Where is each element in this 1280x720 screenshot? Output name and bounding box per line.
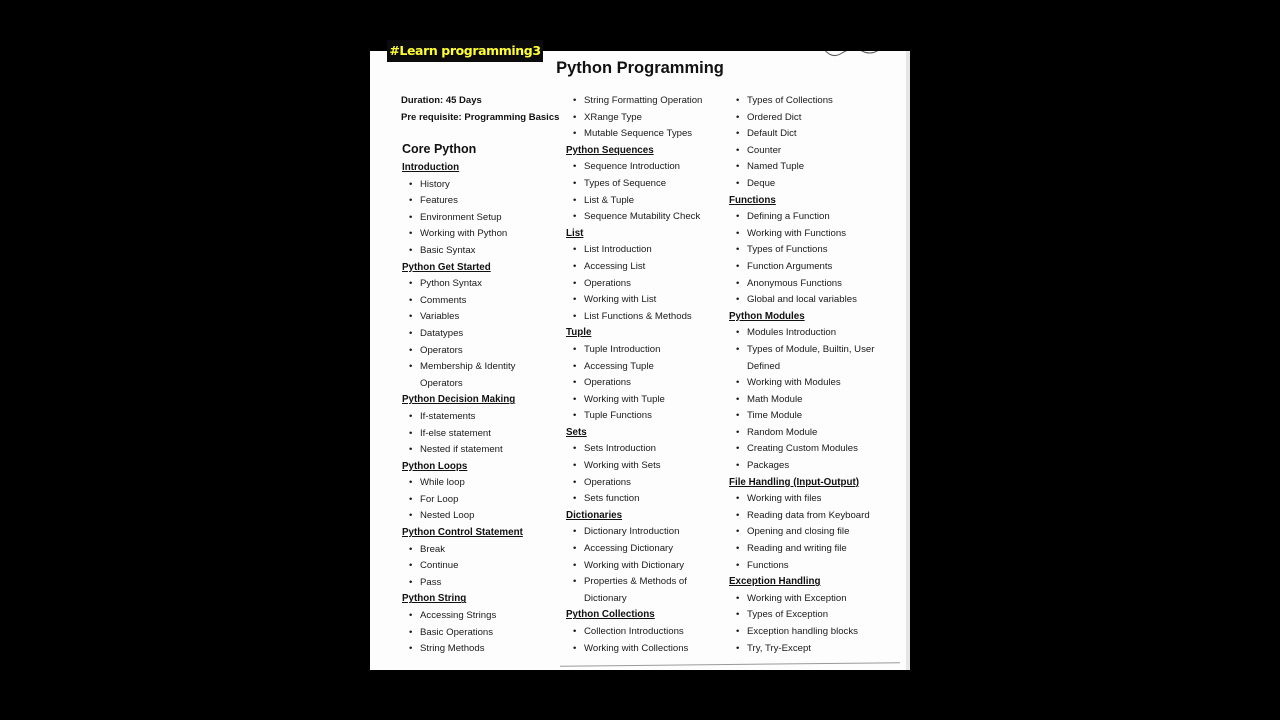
list-item: • Math Module: [729, 392, 904, 409]
handwritten-scribble: [822, 51, 882, 59]
list-item: • Accessing Dictionary: [566, 541, 726, 558]
list-item: • Random Module: [729, 425, 904, 442]
list-item: • Basic Operations: [402, 625, 562, 642]
list-item: • String Formatting Operation: [566, 93, 726, 110]
list-item: • Working with files: [729, 491, 904, 508]
syllabus-column-3: [729, 93, 904, 657]
list-item: • Types of Sequence: [566, 176, 726, 193]
page-title: Python Programming: [556, 59, 724, 77]
section-heading: Python Collections: [566, 609, 655, 621]
list-item: • Time Module: [729, 408, 904, 425]
list-item: • Modules Introduction: [729, 325, 904, 342]
list-item: • Types of Exception: [729, 607, 904, 624]
section-heading: Python Get Started: [402, 261, 491, 273]
section-heading: Python Control Statement: [402, 527, 523, 539]
list-item: • Packages: [729, 458, 904, 475]
list-item: • Membership & Identity: [402, 359, 562, 376]
list-item: • Working with Tuple: [566, 392, 726, 409]
list-item: • Deque: [729, 176, 904, 193]
prerequisite-text: Pre requisite: Programming Basics: [401, 112, 560, 123]
list-item-continuation: Defined: [747, 360, 781, 372]
list-item: • Break: [402, 542, 562, 559]
list-item: • Comments: [402, 293, 562, 310]
list-item: • Working with Sets: [566, 458, 726, 475]
list-item: • Continue: [402, 558, 562, 575]
list-item: • Basic Syntax: [402, 243, 562, 260]
section-heading: Python Loops: [402, 460, 468, 472]
list-item: • Defining a Function: [729, 209, 904, 226]
list-item: • Working with Modules: [729, 375, 904, 392]
list-item: • Types of Collections: [729, 93, 904, 110]
list-item: • Functions: [729, 558, 904, 575]
list-item: • Try, Try-Except: [729, 641, 904, 658]
list-item: • Operations: [566, 375, 726, 392]
list-item: • Working with Collections: [566, 641, 726, 658]
section-heading: Exception Handling: [729, 576, 821, 588]
section-heading: Functions: [729, 194, 776, 206]
list-item: • Sequence Introduction: [566, 159, 726, 176]
list-item: • List Introduction: [566, 242, 726, 259]
list-item: • Reading data from Keyboard: [729, 508, 904, 525]
list-item: • Sets Introduction: [566, 441, 726, 458]
list-item: • Python Syntax: [402, 276, 562, 293]
list-item: • For Loop: [402, 492, 562, 509]
section-heading: List: [566, 227, 584, 239]
list-item: • Datatypes: [402, 326, 562, 343]
duration-text: Duration: 45 Days: [401, 95, 482, 106]
list-item: • Sets function: [566, 491, 726, 508]
list-item: • Dictionary Introduction: [566, 524, 726, 541]
section-heading: Python Decision Making: [402, 394, 516, 406]
list-item: • Operators: [402, 343, 562, 360]
list-item: • Variables: [402, 309, 562, 326]
list-item: • If-statements: [402, 409, 562, 426]
list-item: • Named Tuple: [729, 159, 904, 176]
list-item: • Accessing Tuple: [566, 359, 726, 376]
list-item: • Ordered Dict: [729, 110, 904, 127]
list-item: • Tuple Introduction: [566, 342, 726, 359]
list-item: • Anonymous Functions: [729, 276, 904, 293]
list-item: • Working with Dictionary: [566, 558, 726, 575]
list-item: • Reading and writing file: [729, 541, 904, 558]
list-item: • Sequence Mutability Check: [566, 209, 726, 226]
list-item: • Tuple Functions: [566, 408, 726, 425]
list-item: • Global and local variables: [729, 292, 904, 309]
list-item: • While loop: [402, 475, 562, 492]
list-item: • Function Arguments: [729, 259, 904, 276]
list-item: • Types of Module, Builtin, User: [729, 342, 904, 359]
list-item: • Environment Setup: [402, 210, 562, 227]
list-item: • History: [402, 177, 562, 194]
list-item: • Working with List: [566, 292, 726, 309]
list-item: • If-else statement: [402, 426, 562, 443]
list-item: • Operations: [566, 475, 726, 492]
section-heading: Tuple: [566, 327, 592, 339]
channel-tag: #Learn programming3: [387, 40, 543, 62]
list-item: • XRange Type: [566, 110, 726, 127]
section-heading: Python Modules: [729, 310, 805, 322]
list-item: • Pass: [402, 575, 562, 592]
section-heading: File Handling (Input-Output): [729, 476, 860, 488]
list-item: • Operations: [566, 276, 726, 293]
list-item: • Opening and closing file: [729, 524, 904, 541]
list-item: • Default Dict: [729, 126, 904, 143]
list-item: • Features: [402, 193, 562, 210]
list-item: • Nested Loop: [402, 508, 562, 525]
list-item: • Nested if statement: [402, 442, 562, 459]
section-heading: Python String: [402, 593, 467, 605]
list-item: • Accessing List: [566, 259, 726, 276]
syllabus-page: [370, 51, 910, 670]
list-item: • Mutable Sequence Types: [566, 126, 726, 143]
list-item: • Collection Introductions: [566, 624, 726, 641]
list-item: • Exception handling blocks: [729, 624, 904, 641]
list-item: • Types of Functions: [729, 242, 904, 259]
page-edge: [906, 51, 910, 670]
list-item: • List & Tuple: [566, 193, 726, 210]
section-heading: Sets: [566, 426, 587, 438]
list-item-continuation: Dictionary: [584, 592, 627, 604]
list-item-continuation: Operators: [420, 377, 463, 389]
syllabus-column-2: [566, 93, 726, 657]
list-item: • Properties & Methods of: [566, 574, 726, 591]
section-heading: Python Sequences: [566, 144, 654, 156]
list-item: • String Methods: [402, 641, 562, 658]
list-item: • List Functions & Methods: [566, 309, 726, 326]
syllabus-column-1: [402, 160, 562, 658]
section-heading: Introduction: [402, 162, 460, 173]
list-item: • Working with Python: [402, 226, 562, 243]
list-item: • Working with Functions: [729, 226, 904, 243]
core-python-heading: Core Python: [402, 142, 477, 156]
list-item: • Creating Custom Modules: [729, 441, 904, 458]
list-item: • Working with Exception: [729, 591, 904, 608]
section-heading: Dictionaries: [566, 509, 623, 521]
list-item: • Accessing Strings: [402, 608, 562, 625]
list-item: • Counter: [729, 143, 904, 160]
